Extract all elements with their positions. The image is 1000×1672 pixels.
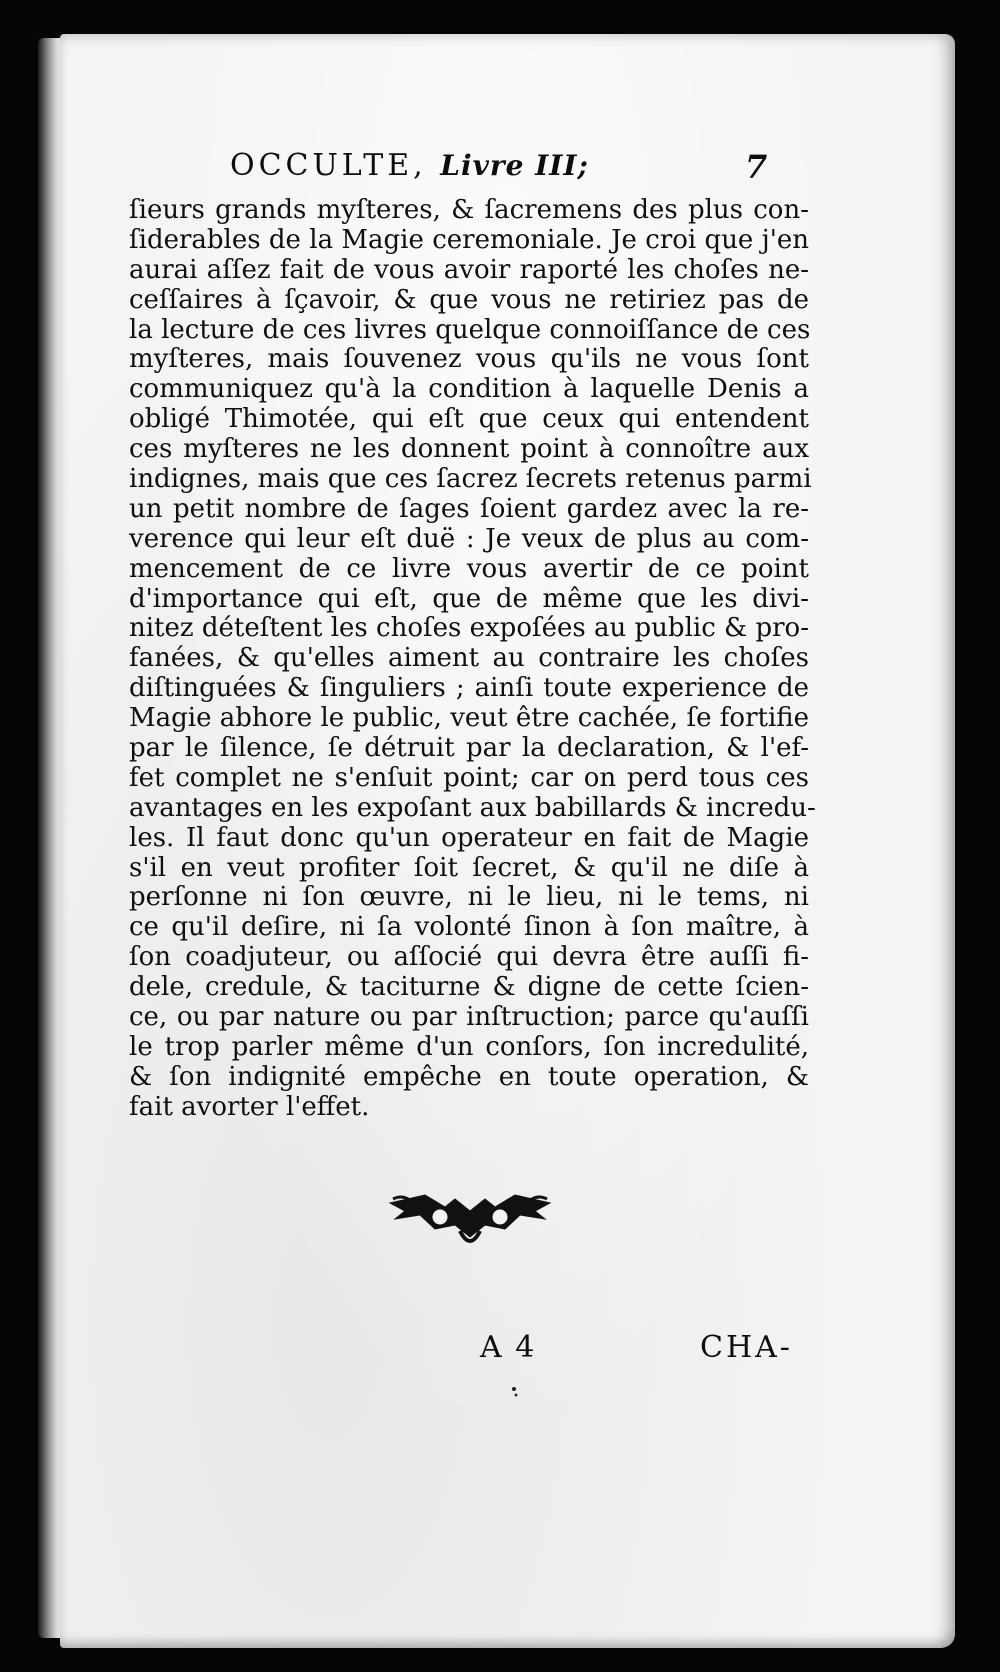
text-line: perſonne ni ſon œuvre, ni le lieu, ni le tems, ni [129, 882, 809, 913]
text-line: s'il en veut profiter ſoit ſecret, & qu'il ne diſe à [129, 852, 809, 883]
running-head-title: OCCULTE, [230, 148, 427, 183]
text-line: indignes, mais que ces ſacrez ſecrets retenus parmi [129, 464, 812, 495]
running-head-book: Livre III; [440, 149, 589, 182]
text-line: verence qui leur eſt duë : Je veux de plus au com- [129, 523, 809, 554]
text-line: myſteres, mais ſouvenez vous qu'ils ne vous ſont [129, 344, 809, 375]
ink-speck-icon [510, 1385, 520, 1399]
text-line: ce, ou par nature ou par inſtruction; parce qu'auſſi [129, 1002, 809, 1033]
text-line: ceſſaires à ſçavoir, & que vous ne retiriez pas de [129, 284, 809, 315]
printers-ornament-icon [385, 1185, 555, 1255]
text-line: fanées, & qu'elles aiment au contraire les choſes [129, 643, 809, 674]
text-line: obligé Thimotée, qui eſt que ceux qui entendent [129, 404, 809, 435]
text-line: le trop parler même d'un conſors, ſon incredulité, [129, 1031, 809, 1062]
text-line: un petit nombre de ſages ſoient gardez avec la re- [129, 493, 809, 524]
page-number: 7 [745, 148, 768, 186]
text-line: ce qu'il deſire, ni ſa volonté ſinon à ſon maître, à [129, 912, 809, 943]
running-head [230, 148, 770, 188]
text-line: dele, credule, & taciturne & digne de cette ſcien- [129, 972, 809, 1003]
text-line: fet complet ne s'enſuit point; car on perd tous ces [129, 762, 809, 793]
signature-mark: A 4 [480, 1330, 537, 1365]
text-line: d'importance qui eſt, que de même que les divi- [129, 583, 809, 614]
text-line: nitez déteſtent les choſes expoſées au public & pro- [129, 613, 809, 644]
text-line: avantages en les expoſant aux babillards & incredu- [129, 792, 816, 823]
catchword: CHA- [700, 1330, 793, 1365]
text-line: par le ſilence, ſe détruit par la declaration, & l'ef- [129, 733, 809, 764]
text-line: les. Il faut donc qu'un operateur en fait de Magie [129, 822, 809, 853]
text-line: ſieurs grands myſteres, & ſacremens des plus con- [129, 195, 809, 225]
text-line: mencement de ce livre vous avertir de ce point [129, 553, 809, 584]
text-line: la lecture de ces livres quelque connoiſſance de ces [129, 314, 811, 345]
text-line: ſon coadjuteur, ou aſſocié qui devra être auſſi fi- [129, 942, 809, 973]
text-line: Magie abhore le public, veut être cachée, ſe fortifie [129, 703, 809, 734]
body-text [129, 195, 816, 1123]
text-line: diſtinguées & ſinguliers ; ainſi toute experience de [129, 673, 809, 704]
text-line: ſiderables de la Magie ceremoniale. Je croi que j'en [129, 224, 809, 255]
text-line: aurai aſſez fait de vous avoir raporté les choſes ne- [129, 254, 809, 285]
text-line: & ſon indignité empêche en toute operation, & [129, 1061, 809, 1092]
text-line: ces myſteres ne les donnent point à connoître aux [129, 434, 809, 465]
text-line-last: fait avorter l'effet. [129, 1091, 370, 1122]
text-line: communiquez qu'à la condition à laquelle Denis a [129, 374, 809, 405]
